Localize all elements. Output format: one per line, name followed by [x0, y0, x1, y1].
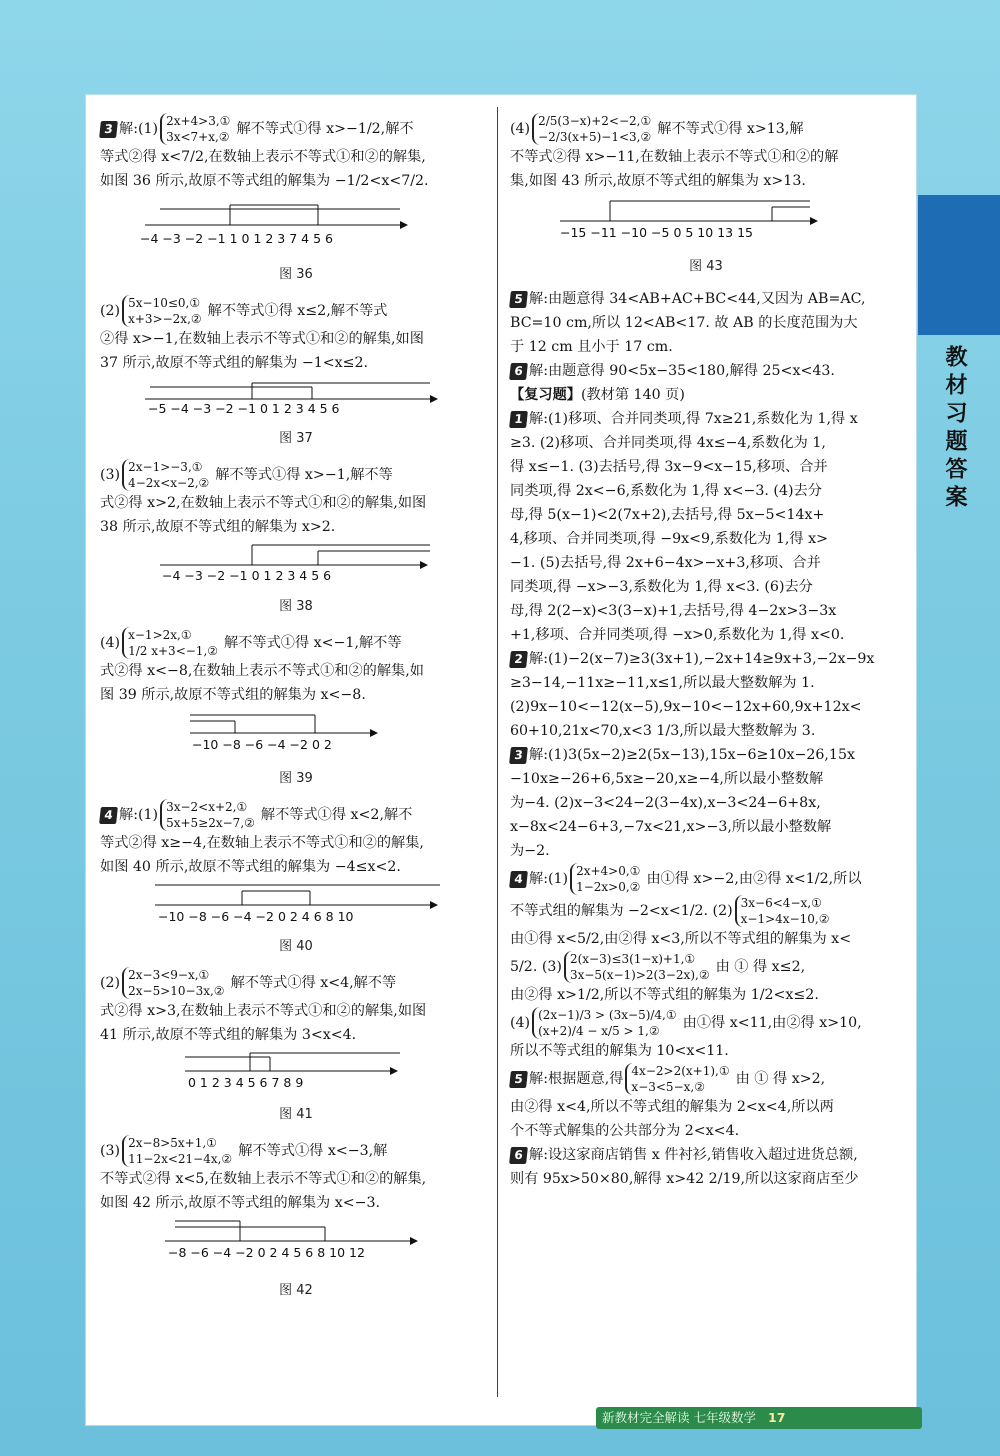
r4-line6: (4) (2x−1)/3 > (3x−5)/4,① (x+2)/4 − x/5 > 1,② 由①得 x<11,由②得 x>10, [510, 1008, 862, 1038]
r3-line5: 为−2. [510, 843, 550, 859]
r4-line3: 由①得 x<5/2,由②得 x<3,所以不等式组的解集为 x< [510, 931, 852, 947]
r3-line1: 3 解:(1)3(5x−2)≥2(5x−13),15x−6≥10x−26,15x [510, 743, 902, 767]
r2-line2: ≥3−14,−11x≥−11,x≤1,所以最大整数解为 1. [510, 675, 815, 691]
r6-line1: 6 解:设这家商店销售 x 件衬衫,销售收入超过进货总额, [510, 1143, 902, 1167]
svg-text:−4 −3 −2 −1 0 1 2 3 4 5: −4 −3 −2 −1 0 1 2 3 4 5 6 [162, 568, 332, 583]
q4-part1-line2: 等式②得 x≥−4,在数轴上表示不等式①和②的解集, [100, 835, 424, 851]
r3-line2: −10x≥−26+6,5x≥−20,x≥−4,所以最小整数解 [510, 771, 824, 787]
r1-line6: 4,移项、合并同类项,得 −9x<9,系数化为 1,得 x> [510, 531, 828, 547]
figure-41-caption: 图 41 [279, 1107, 313, 1122]
r2-line1: 2 解:(1)−2(x−7)≥3(3x+1),−2x+14≥9x+3,−2x−9x [510, 647, 902, 671]
r1-line4: 同类项,得 2x<−6,系数化为 1,得 x<−3. (4)去分 [510, 483, 822, 499]
footer-book: 七年级数学 [693, 1410, 757, 1425]
r1-line7: −1. (5)去括号,得 2x+6−4x>−x+3,移项、合并 [510, 555, 821, 571]
svg-text:−8 −6 −4 −2 0 2 4 5 6 8 1: −8 −6 −4 −2 0 2 4 5 6 8 10 12 [168, 1245, 365, 1260]
q3-part4-line1: (4) x−1>2x,① 1/2 x+3<−1,② 解不等式①得 x<−1,解不等 [100, 628, 402, 658]
figure-38-caption: 图 38 [279, 599, 313, 614]
r1-line9: 母,得 2(2−x)<3(3−x)+1,去括号,得 4−2x>3−3x [510, 603, 837, 619]
q4-part2-line1: (2) 2x−3<9−x,① 2x−5>10−3x,② 解不等式①得 x<4,解不等 [100, 968, 397, 998]
q3-part2-line1: (2) 5x−10≤0,① x+3>−2x,② 解不等式①得 x≤2,解不等式 [100, 296, 388, 326]
q3-part4-line2: 式②得 x<−8,在数轴上表示不等式①和②的解集,如 [100, 663, 424, 679]
q3-part1-line1: 3 解:(1) 2x+4>3,① 3x<7+x,② 解不等式①得 x>−1/2,解不 [100, 113, 492, 145]
q3-part4-line3: 图 39 所示,故原不等式组的解集为 x<−8. [100, 687, 366, 703]
figure-39-caption: 图 39 [279, 771, 313, 786]
q3-part4b-line2: 不等式②得 x>−11,在数轴上表示不等式①和②的解 [510, 149, 839, 165]
page-number: 17 [768, 1410, 786, 1425]
question-number: 6 [509, 363, 528, 380]
q4-part1-line3: 如图 40 所示,故原不等式组的解集为 −4≤x<2. [100, 859, 401, 875]
r2-line4: 60+10,21x<70,x<3 1/3,所以最大整数解为 3. [510, 723, 816, 739]
q3-part3-line2: 式②得 x>2,在数轴上表示不等式①和②的解集,如图 [100, 495, 427, 511]
r1-line10: +1,移项、合并同类项,得 −x>0,系数化为 1,得 x<0. [510, 627, 845, 643]
figure-43-caption: 图 43 [689, 259, 723, 274]
q4-part3-line2: 不等式②得 x<5,在数轴上表示不等式①和②的解集, [100, 1171, 427, 1187]
q3-part4b-line3: 集,如图 43 所示,故原不等式组的解集为 x>13. [510, 173, 806, 189]
footer-series: 新教材完全解读 [602, 1410, 690, 1425]
r6-line2: 则有 95x>50×80,解得 x>42 2/19,所以这家商店至少 [510, 1171, 859, 1187]
inequality-system: 3x−6<4−x,① x−1>4x−10,② [735, 895, 830, 927]
q4-part3-line1: (3) 2x−8>5x+1,① 11−2x<21−4x,② 解不等式①得 x<−3,解 [100, 1136, 388, 1166]
review-heading: 【复习题】(教材第 140 页) [510, 387, 685, 403]
r1-line1: 1 解:(1)移项、合并同类项,得 7x≥21,系数化为 1,得 x [510, 407, 902, 431]
q5-line1: 5 解:由题意得 34<AB+AC+BC<44,又因为 AB=AC, [510, 287, 902, 311]
r3-line4: x−8x<24−6+3,−7x<21,x>−3,所以最小整数解 [510, 819, 832, 835]
question-number: 5 [509, 1071, 528, 1088]
question-number: 4 [509, 871, 528, 888]
inequality-system: 2(x−3)≤3(1−x)+1,① 3x−5(x−1)>2(3−2x),② [564, 951, 710, 983]
inequality-system: 3x−2<x+2,① 5x+5≥2x−7,② [160, 799, 255, 831]
q3-part4b-line1: (4) 2/5(3−x)+2<−2,① −2/3(x+5)−1<3,② 解不等式①得 x>13,解 [510, 114, 804, 144]
figure-37-caption: 图 37 [279, 431, 313, 446]
r1-line8: 同类项,得 −x>−3,系数化为 1,得 x<3. (6)去分 [510, 579, 813, 595]
r5-line1: 5 解:根据题意,得 4x−2>2(x+1),① x−3<5−x,② 由 ① 得 x>2, [510, 1063, 902, 1095]
svg-text:−5 −4 −3 −2 −1 0 1 2 3 4: −5 −4 −3 −2 −1 0 1 2 3 4 5 6 [148, 401, 340, 415]
column-divider [497, 107, 498, 1397]
r4-line5: 由②得 x>1/2,所以不等式组的解集为 1/2<x≤2. [510, 987, 819, 1003]
side-tab-bar [918, 195, 1000, 335]
question-number: 5 [509, 291, 528, 308]
textbook-page [86, 95, 916, 1425]
number-line-figure-42 [100, 1215, 490, 1267]
inequality-system: 2x+4>0,① 1−2x>0,② [570, 863, 640, 895]
inequality-system: 2x−3<9−x,① 2x−5>10−3x,② [122, 967, 224, 999]
inequality-system: 2x−8>5x+1,① 11−2x<21−4x,② [122, 1135, 232, 1167]
svg-text:−10 −8 −6 −4 −2 0 2 4 6 8: −10 −8 −6 −4 −2 0 2 4 6 8 10 [158, 909, 354, 923]
r1-line3: 得 x≤−1. (3)去括号,得 3x−9<x−15,移项、合并 [510, 459, 828, 475]
q3-part2-line2: ②得 x>−1,在数轴上表示不等式①和②的解集,如图 [100, 331, 424, 347]
r1-line5: 母,得 5(x−1)<2(7x+2),去括号,得 5x−5<14x+ [510, 507, 825, 523]
inequality-system: 2/5(3−x)+2<−2,① −2/3(x+5)−1<3,② [532, 113, 651, 145]
svg-text:−10 −8 −6 −4 −2 0 2: −10 −8 −6 −4 −2 0 2 [192, 737, 332, 752]
question-number: 3 [509, 747, 528, 764]
q4-part2-line2: 式②得 x>3,在数轴上表示不等式①和②的解集,如图 [100, 1003, 427, 1019]
q5-line2: BC=10 cm,所以 12<AB<17. 故 AB 的长度范围为大 [510, 315, 858, 331]
svg-text:−15 −11 −10 −5 0 5 10 13 1: −15 −11 −10 −5 0 5 10 13 15 [560, 225, 753, 240]
page-footer [596, 1407, 922, 1429]
r4-line4: 5/2. (3) 2(x−3)≤3(1−x)+1,① 3x−5(x−1)>2(3−2x),② 由 ① 得 x≤2, [510, 952, 806, 982]
question-number: 3 [99, 121, 118, 138]
inequality-system: (2x−1)/3 > (3x−5)/4,① (x+2)/4 − x/5 > 1,② [532, 1007, 677, 1039]
inequality-system: 2x−1>−3,① 4−2x<x−2,② [122, 459, 209, 491]
svg-text:0 1 2 3 4 5 6 7 8 9: 0 1 2 3 4 5 6 7 8 9 [188, 1075, 304, 1090]
number-line-figure-37 [100, 375, 490, 415]
r5-line2: 由②得 x<4,所以不等式组的解集为 2<x<4,所以两 [510, 1099, 834, 1115]
number-line-figure-43 [510, 193, 900, 243]
r2-line3: (2)9x−10<−12(x−5),9x−10<−12x+60,9x+12x< [510, 699, 862, 715]
q4-part2-line3: 41 所示,故原不等式组的解集为 3<x<4. [100, 1027, 357, 1043]
inequality-system: 4x−2>2(x+1),① x−3<5−x,② [625, 1063, 729, 1095]
r1-line2: ≥3. (2)移项、合并同类项,得 4x≤−4,系数化为 1, [510, 435, 826, 451]
inequality-system: 2x+4>3,① 3x<7+x,② [160, 113, 230, 145]
question-number: 1 [509, 411, 528, 428]
q3-part3-line3: 38 所示,故原不等式组的解集为 x>2. [100, 519, 336, 535]
q3-part3-line1: (3) 2x−1>−3,① 4−2x<x−2,② 解不等式①得 x>−1,解不等 [100, 460, 393, 490]
r4-line2: 不等式组的解集为 −2<x<1/2. (2) 3x−6<4−x,① x−1>4x−10,② [510, 896, 830, 926]
q3-part1-line3: 如图 36 所示,故原不等式组的解集为 −1/2<x<7/2. [100, 173, 429, 189]
figure-42-caption: 图 42 [279, 1283, 313, 1298]
figure-40-caption: 图 40 [279, 939, 313, 954]
q3-part2-line3: 37 所示,故原不等式组的解集为 −1<x≤2. [100, 355, 369, 371]
number-line-figure-36 [100, 193, 490, 251]
left-column [100, 113, 492, 1311]
number-line-figure-39 [100, 707, 490, 755]
r4-line7: 所以不等式组的解集为 10<x<11. [510, 1043, 729, 1059]
figure-36-caption: 图 36 [279, 267, 313, 282]
question-number: 2 [509, 651, 528, 668]
number-line-figure-38 [100, 539, 490, 583]
question-number: 4 [99, 807, 118, 824]
right-column [510, 113, 902, 1191]
svg-text:−4 −3 −2 −1 1 0 1 2 3 7 4: −4 −3 −2 −1 1 0 1 2 3 7 4 5 6 [140, 231, 333, 246]
inequality-system: x−1>2x,① 1/2 x+3<−1,② [122, 627, 218, 659]
q4-part3-line3: 如图 42 所示,故原不等式组的解集为 x<−3. [100, 1195, 381, 1211]
q3-part1-line2: 等式②得 x<7/2,在数轴上表示不等式①和②的解集, [100, 149, 426, 165]
inequality-system: 5x−10≤0,① x+3>−2x,② [122, 295, 202, 327]
number-line-figure-41 [100, 1047, 490, 1091]
r5-line3: 个不等式解集的公共部分为 2<x<4. [510, 1123, 740, 1139]
r4-line1: 4 解:(1) 2x+4>0,① 1−2x>0,② 由①得 x>−2,由②得 x<1/2,所以 [510, 863, 902, 895]
q5-line3: 于 12 cm 且小于 17 cm. [510, 339, 673, 355]
r3-line3: 为−4. (2)x−3<24−2(3−4x),x−3<24−6+8x, [510, 795, 821, 811]
q6-line1: 6 解:由题意得 90<5x−35<180,解得 25<x<43. [510, 359, 902, 383]
number-line-figure-40 [100, 879, 490, 923]
question-number: 6 [509, 1147, 528, 1164]
q4-part1-line1: 4 解:(1) 3x−2<x+2,① 5x+5≥2x−7,② 解不等式①得 x<2,解不 [100, 799, 492, 831]
side-tab-label: 教材习题答案 [942, 345, 967, 513]
